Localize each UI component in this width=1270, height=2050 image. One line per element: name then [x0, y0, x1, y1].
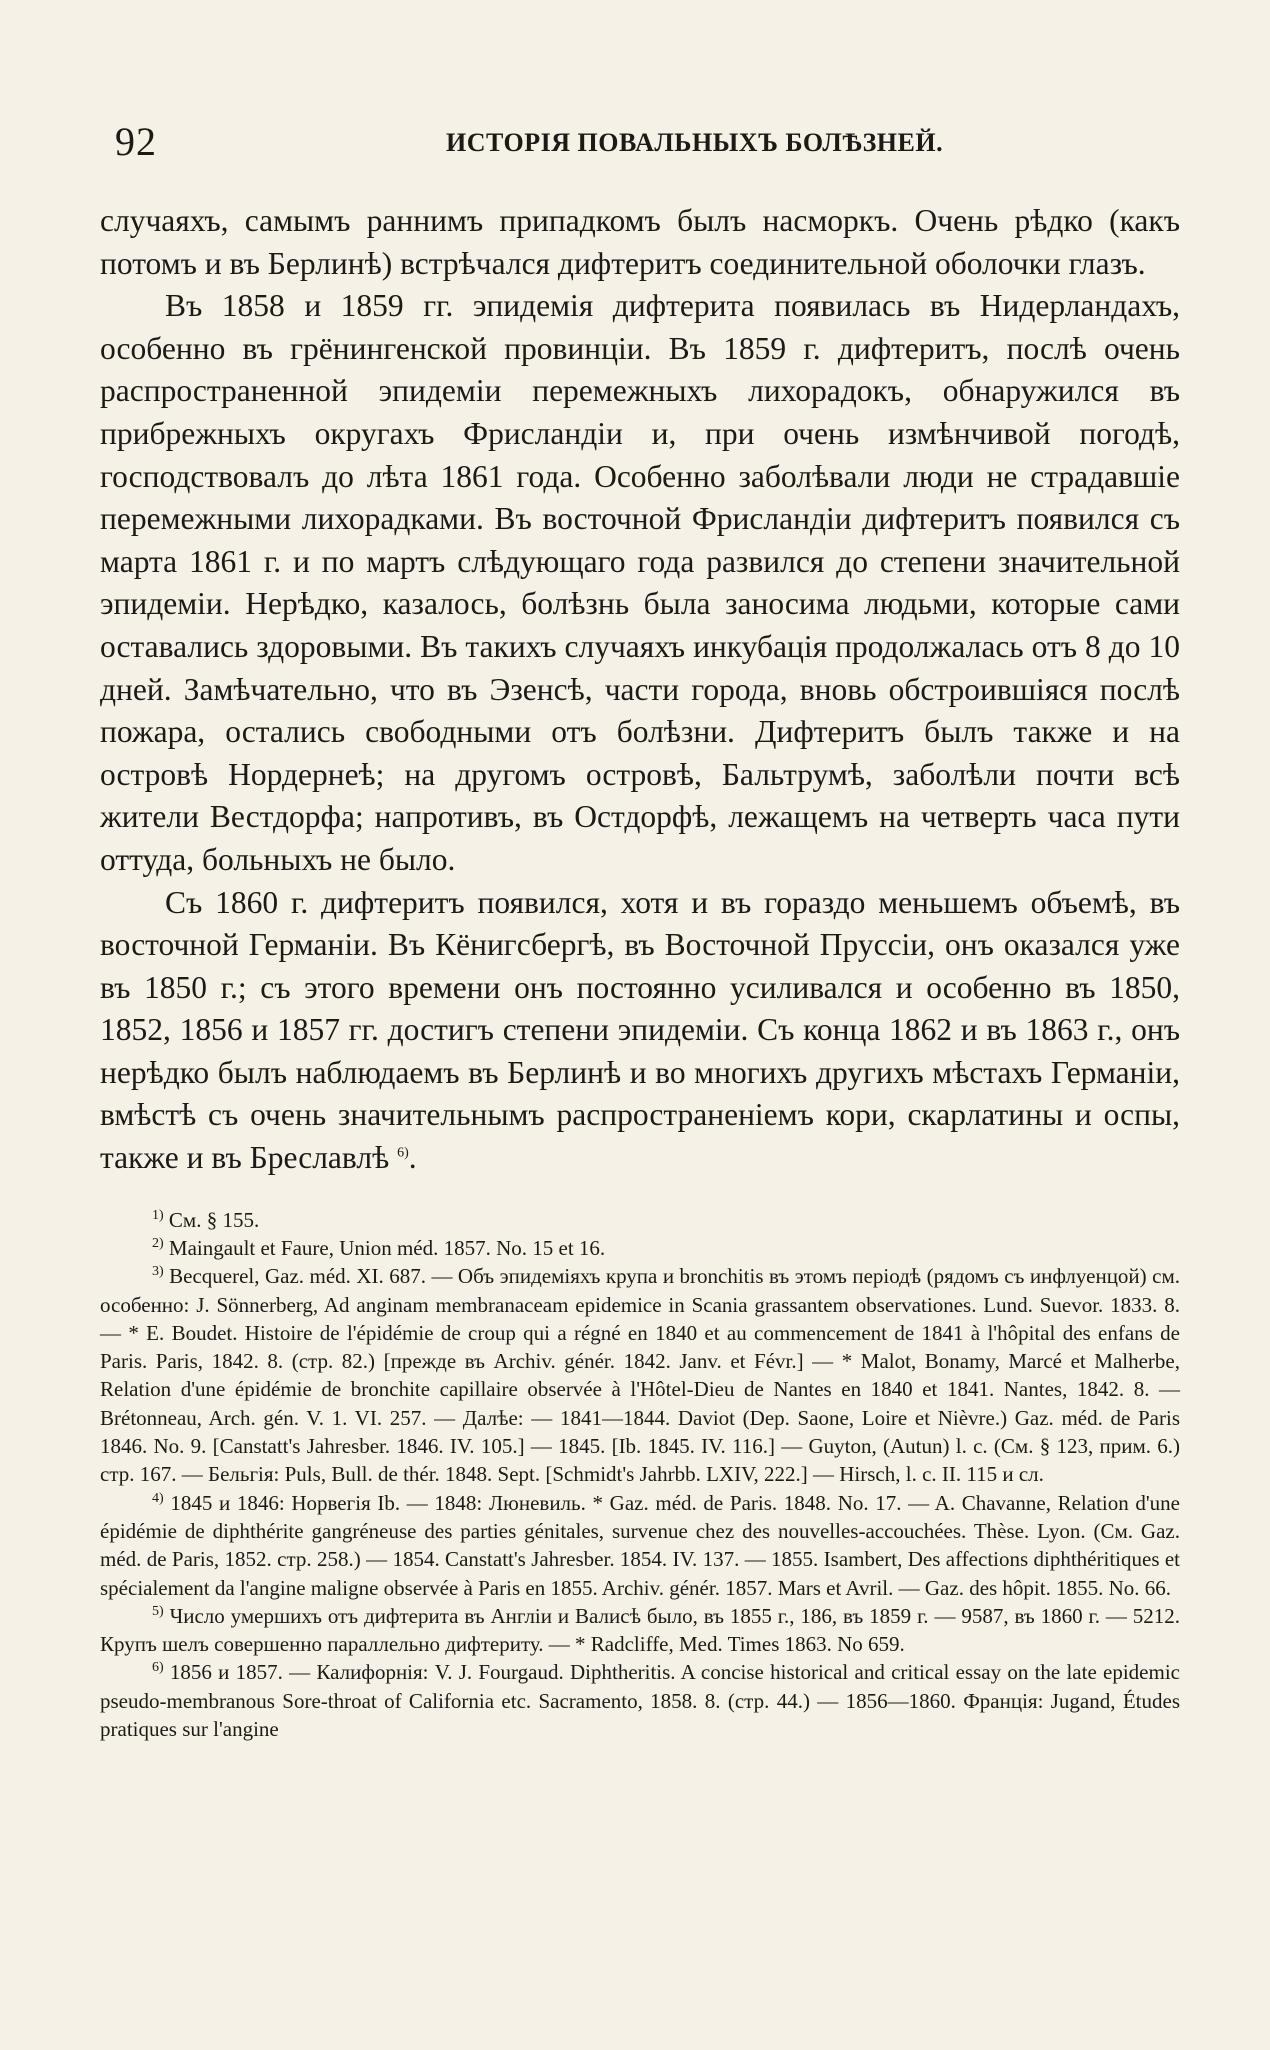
footnote-text: Maingault et Faure, Union méd. 1857. No. 15 et 16.: [168, 1235, 606, 1260]
footnotes: [100, 1206, 1180, 1744]
paragraph-continued: случаяхъ, самымъ раннимъ припадкомъ былъ насморкъ. Очень рѣдко (какъ потомъ и въ Берлинѣ) встрѣчался дифтеритъ соединительной оболочки глазъ.: [100, 203, 1180, 281]
footnote: [100, 1658, 1180, 1743]
paragraph-text: Съ 1860 г. дифтеритъ появился, хотя и въ гораздо меньшемъ объемѣ, въ восточной Германіи. Въ Кёнигсбергѣ, въ Восточной Пруссіи, онъ оказался уже въ 1850 г.; съ этого времени онъ постоянно усиливался и особенно въ 1850, 1852, 1856 и 1857 гг. достигъ степени эпидеміи. Съ конца 1862 и въ 1863 г., онъ нерѣдко былъ наблюдаемъ въ Берлинѣ и во многихъ другихъ мѣстахъ Германіи, вмѣстѣ съ очень значительнымъ распространеніемъ кори, скарлатины и оспы, также и въ Бреславлѣ: [100, 884, 1180, 1176]
page-number: 92: [115, 119, 157, 164]
book-page: [100, 112, 1180, 2032]
footnote-reference: 6): [397, 1145, 409, 1161]
footnote-mark: 5): [152, 1603, 164, 1619]
paragraph: Въ 1858 и 1859 гг. эпидемія дифтерита появилась въ Нидерландахъ, особенно въ грёнингенской провинціи. Въ 1859 г. дифтеритъ, послѣ очень распространенной эпидеміи перемежныхъ лихорадокъ, обнаружился въ прибрежныхъ округахъ Фрисландіи и, при очень измѣнчивой погодѣ, господствовалъ до лѣта 1861 года. Особенно заболѣвали люди не страдавшіе перемежными лихорадками. Въ восточной Фрисландіи дифтеритъ появился съ марта 1861 г. и по мартъ слѣдующаго года развился до степени значительной эпидеміи. Нерѣдко, казалось, болѣзнь была заносима людьми, которые сами оставались здоровыми. Въ такихъ случаяхъ инкубація продолжалась отъ 8 до 10 дней. Замѣчательно, что въ Эзенсѣ, части города, вновь обстроившіяся послѣ пожара, остались свободными отъ болѣзни. Дифтеритъ былъ также и на островѣ Нордернеѣ; на другомъ островѣ, Бальтрумѣ, заболѣли почти всѣ жители Вестдорфа; напротивъ, въ Остдорфѣ, лежащемъ на четверть часа пути оттуда, больныхъ не было.: [100, 288, 1180, 877]
footnote-mark: 1): [152, 1207, 164, 1223]
footnote: [100, 1602, 1180, 1659]
footnote-text: 1856 и 1857. — Калифорнія: V. J. Fourgaud. Diphtheritis. A concise historical and critical essay on the late epidemic pseudo-membranous Sore-throat of California etc. Sacramento, 1858. 8. (стр. 44.) — 1856—1860. Франція: Jugand, Études pratiques sur l'angine: [100, 1660, 1180, 1741]
footnote-text: Becquerel, Gaz. méd. XI. 687. — Объ эпидеміяхъ крупа и bronchitis въ этомъ періодѣ (рядомъ съ инфлуенцой) см. особенно: J. Sönnerberg, Ad anginam membranaceam epidemice in Scania grassantem observationes. Lund. Suevor. 1833. 8. — * E. Boudet. Histoire de l'épidémie de croup qui a régné en 1840 et au commencement de 1841 à l'hôpital des enfans de Paris. Paris, 1842. 8. (стр. 82.) [прежде въ Archiv. génér. 1842. Janv. et Févr.] — * Malot, Bonamy, Marcé et Malherbe, Relation d'une épidémie de bronchite capillaire observée à l'Hôtel-Dieu de Nantes en 1840 et 1841. Nantes, 1842. 8. — Brétonneau, Arch. gén. V. 1. VI. 257. — Далѣе: — 1841—1844. Daviot (Dep. Saone, Loire et Nièvre.) Gaz. méd. de Paris 1846. No. 9. [Canstatt's Jahresber. 1846. IV. 105.] — 1845. [Ib. 1845. IV. 116.] — Guyton, (Autun) l. c. (См. § 123, прим. 6.) стр. 167. — Бельгія: Puls, Bull. de thér. 1848. Sept. [Schmidt's Jahrbb. LXIV, 222.] — Hirsch, l. c. II. 115 и сл.: [100, 1264, 1180, 1487]
footnote: [100, 1489, 1180, 1602]
footnote-mark: 6): [152, 1660, 164, 1676]
footnote: [100, 1262, 1180, 1488]
paragraph: [100, 882, 1180, 1180]
paragraph-end: .: [408, 1140, 417, 1176]
footnote-mark: 3): [152, 1264, 164, 1280]
footnote-mark: 4): [152, 1490, 164, 1506]
footnote-mark: 2): [152, 1235, 164, 1251]
footnote: [100, 1234, 1180, 1262]
footnote-text: 1845 и 1846: Норвегія Ib. — 1848: Люневиль. * Gaz. méd. de Paris. 1848. No. 17. — A. Chavanne, Relation d'une épidémie de diphthérite gangréneuse des parties génitales, survenue chez des nouvelles-accouchées. Thèse. Lyon. (См. Gaz. méd. de Paris, 1852. стр. 258.) — 1854. Canstatt's Jahresber. 1854. IV. 137. — 1855. Isambert, Des affections diphthéritiques et spécialement da l'angine maligne observée à Paris en 1855. Archiv. génér. 1857. Mars et Avril. — Gaz. des hôpit. 1855. No. 66.: [100, 1490, 1181, 1600]
main-text: [100, 200, 1180, 1180]
running-header: [100, 112, 1180, 174]
running-title: ИСТОРІЯ ПОВАЛЬНЫХЪ БОЛѢЗНЕЙ.: [446, 128, 944, 157]
footnote-text: См. § 155.: [168, 1207, 260, 1232]
footnote-text: Число умершихъ отъ дифтерита въ Англіи и Валисѣ было, въ 1855 г., 186, въ 1859 г. — 9587, въ 1860 г. — 5212. Крупъ шелъ совершенно параллельно дифтериту. — * Radcliffe, Med. Times 1863. No 659.: [100, 1603, 1180, 1657]
footnote: [100, 1206, 1180, 1234]
